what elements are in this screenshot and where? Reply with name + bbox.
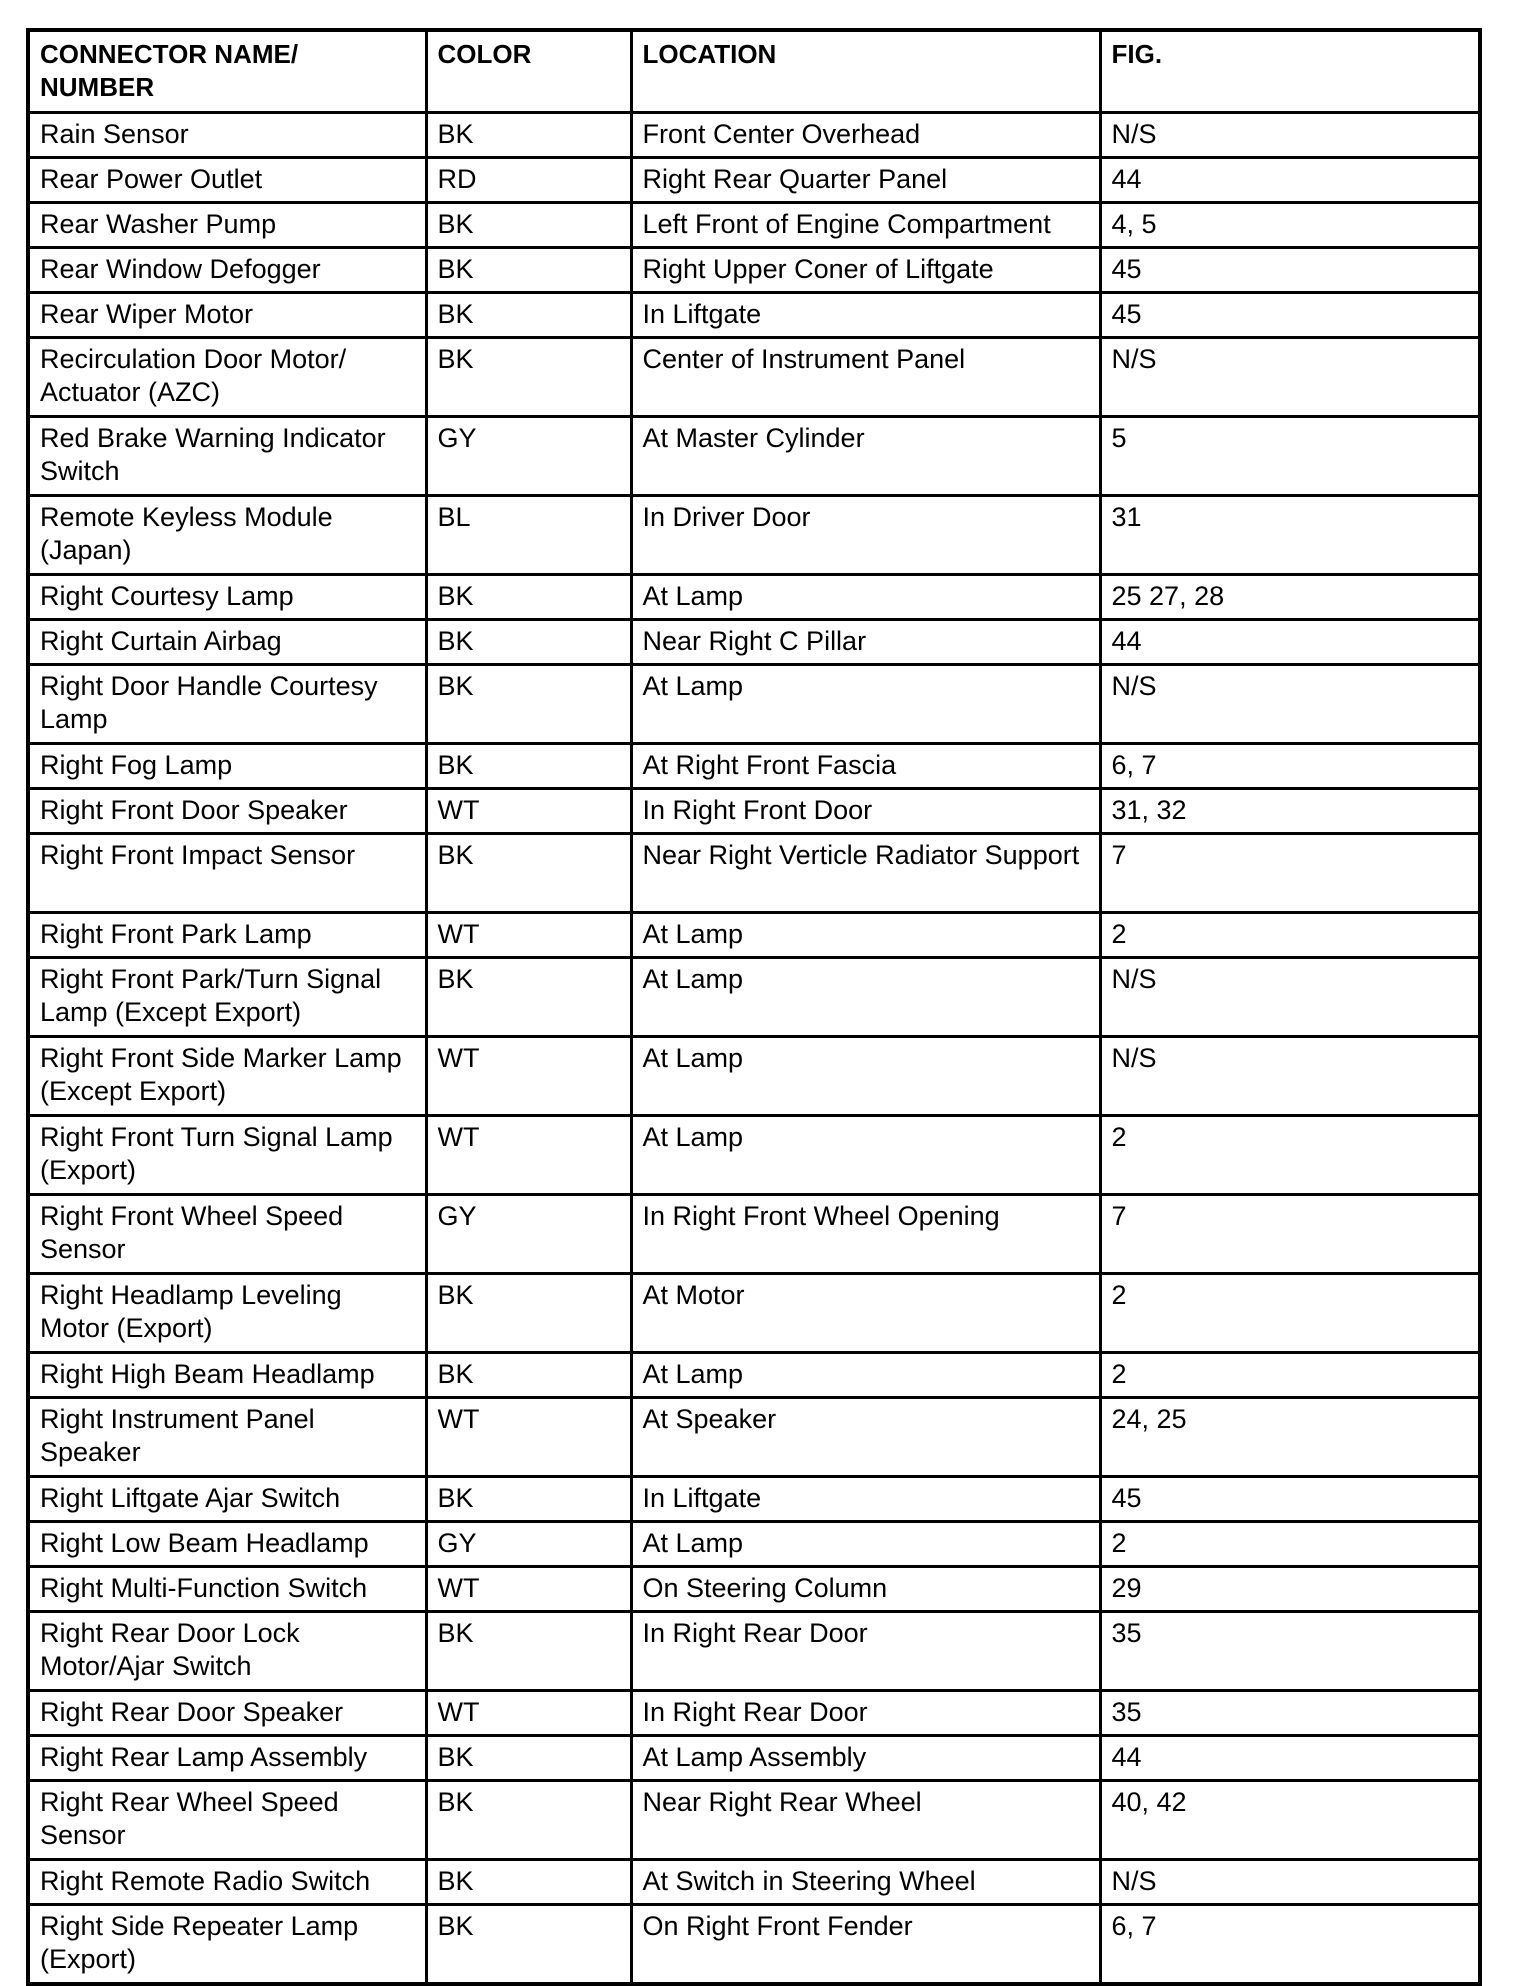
table-row	[28, 834, 1480, 913]
cell-connector-name: Right Low Beam Headlamp	[28, 1522, 426, 1567]
header-connector-name: CONNECTOR NAME/ NUMBER	[28, 30, 426, 113]
table-body	[28, 113, 1480, 1985]
table-row	[28, 248, 1480, 293]
cell-connector-name: Rear Power Outlet	[28, 158, 426, 203]
table-row	[28, 203, 1480, 248]
table-row	[28, 665, 1480, 744]
table-row	[28, 338, 1480, 417]
table-row	[28, 1781, 1480, 1860]
cell-color: BK	[426, 620, 631, 665]
cell-connector-name: Right Multi-Function Switch	[28, 1567, 426, 1612]
cell-location: At Speaker	[631, 1398, 1100, 1477]
cell-color: BK	[426, 248, 631, 293]
cell-connector-name: Right Curtain Airbag	[28, 620, 426, 665]
cell-connector-name: Right Side Repeater Lamp (Export)	[28, 1905, 426, 1985]
table-row	[28, 575, 1480, 620]
cell-connector-name: Red Brake Warning Indicator Switch	[28, 417, 426, 496]
cell-location: At Switch in Steering Wheel	[631, 1860, 1100, 1905]
cell-color: BK	[426, 575, 631, 620]
cell-location: At Lamp	[631, 575, 1100, 620]
cell-location: Right Rear Quarter Panel	[631, 158, 1100, 203]
cell-connector-name: Right Front Wheel Speed Sensor	[28, 1195, 426, 1274]
cell-color: BK	[426, 665, 631, 744]
cell-connector-name: Right Front Impact Sensor	[28, 834, 426, 913]
cell-color: WT	[426, 789, 631, 834]
cell-color: BK	[426, 744, 631, 789]
cell-fig: 45	[1100, 293, 1480, 338]
cell-color: WT	[426, 1398, 631, 1477]
cell-location: Near Right Rear Wheel	[631, 1781, 1100, 1860]
cell-connector-name: Right Courtesy Lamp	[28, 575, 426, 620]
cell-fig: 45	[1100, 248, 1480, 293]
cell-color: BL	[426, 496, 631, 575]
cell-location: At Lamp	[631, 665, 1100, 744]
cell-location: At Lamp	[631, 1353, 1100, 1398]
table-row	[28, 1116, 1480, 1195]
cell-fig: 44	[1100, 620, 1480, 665]
cell-fig: 7	[1100, 834, 1480, 913]
table-row	[28, 1905, 1480, 1985]
cell-color: BK	[426, 958, 631, 1037]
cell-fig: N/S	[1100, 1037, 1480, 1116]
cell-connector-name: Right Liftgate Ajar Switch	[28, 1477, 426, 1522]
cell-connector-name: Right Front Door Speaker	[28, 789, 426, 834]
cell-location: At Master Cylinder	[631, 417, 1100, 496]
table-row	[28, 417, 1480, 496]
cell-connector-name: Right Front Side Marker Lamp (Except Export)	[28, 1037, 426, 1116]
cell-color: GY	[426, 1522, 631, 1567]
table-row	[28, 1037, 1480, 1116]
cell-location: Near Right C Pillar	[631, 620, 1100, 665]
cell-connector-name: Right Fog Lamp	[28, 744, 426, 789]
cell-connector-name: Right Rear Door Lock Motor/Ajar Switch	[28, 1612, 426, 1691]
cell-fig: 35	[1100, 1612, 1480, 1691]
cell-color: BK	[426, 203, 631, 248]
cell-fig: N/S	[1100, 1860, 1480, 1905]
table-row	[28, 113, 1480, 158]
cell-location: On Steering Column	[631, 1567, 1100, 1612]
cell-connector-name: Right Instrument Panel Speaker	[28, 1398, 426, 1477]
cell-location: At Lamp	[631, 1522, 1100, 1567]
cell-connector-name: Right Front Turn Signal Lamp (Export)	[28, 1116, 426, 1195]
cell-connector-name: Right Front Park/Turn Signal Lamp (Except Export)	[28, 958, 426, 1037]
cell-location: Front Center Overhead	[631, 113, 1100, 158]
cell-color: BK	[426, 834, 631, 913]
cell-location: In Liftgate	[631, 1477, 1100, 1522]
cell-color: RD	[426, 158, 631, 203]
cell-connector-name: Right Headlamp Leveling Motor (Export)	[28, 1274, 426, 1353]
cell-color: WT	[426, 1567, 631, 1612]
cell-location: At Lamp	[631, 958, 1100, 1037]
table-row	[28, 1522, 1480, 1567]
cell-fig: 40, 42	[1100, 1781, 1480, 1860]
cell-fig: 4, 5	[1100, 203, 1480, 248]
cell-fig: 2	[1100, 1522, 1480, 1567]
cell-location: Left Front of Engine Compartment	[631, 203, 1100, 248]
cell-fig: 2	[1100, 1353, 1480, 1398]
table-row	[28, 496, 1480, 575]
cell-color: WT	[426, 1116, 631, 1195]
cell-fig: 6, 7	[1100, 1905, 1480, 1985]
cell-location: In Right Front Wheel Opening	[631, 1195, 1100, 1274]
table-row	[28, 1477, 1480, 1522]
cell-connector-name: Rear Washer Pump	[28, 203, 426, 248]
table-row	[28, 293, 1480, 338]
cell-color: BK	[426, 1477, 631, 1522]
cell-color: BK	[426, 113, 631, 158]
cell-location: Center of Instrument Panel	[631, 338, 1100, 417]
cell-location: Right Upper Coner of Liftgate	[631, 248, 1100, 293]
cell-fig: 5	[1100, 417, 1480, 496]
cell-fig: 44	[1100, 1736, 1480, 1781]
cell-color: BK	[426, 1781, 631, 1860]
cell-connector-name: Right Door Handle Courtesy Lamp	[28, 665, 426, 744]
cell-color: BK	[426, 1905, 631, 1985]
cell-fig: 31, 32	[1100, 789, 1480, 834]
cell-location: On Right Front Fender	[631, 1905, 1100, 1985]
cell-color: GY	[426, 1195, 631, 1274]
cell-connector-name: Rear Wiper Motor	[28, 293, 426, 338]
header-location: LOCATION	[631, 30, 1100, 113]
cell-connector-name: Right High Beam Headlamp	[28, 1353, 426, 1398]
cell-fig: 29	[1100, 1567, 1480, 1612]
cell-color: BK	[426, 338, 631, 417]
cell-location: Near Right Verticle Radiator Support	[631, 834, 1100, 913]
cell-connector-name: Right Rear Wheel Speed Sensor	[28, 1781, 426, 1860]
table-row	[28, 1612, 1480, 1691]
table-row	[28, 1860, 1480, 1905]
cell-fig: 2	[1100, 913, 1480, 958]
cell-fig: N/S	[1100, 113, 1480, 158]
cell-fig: 2	[1100, 1116, 1480, 1195]
cell-fig: 45	[1100, 1477, 1480, 1522]
cell-connector-name: Right Remote Radio Switch	[28, 1860, 426, 1905]
table-row	[28, 1567, 1480, 1612]
table-row	[28, 913, 1480, 958]
connector-table	[26, 28, 1482, 1986]
table-row	[28, 620, 1480, 665]
cell-location: At Right Front Fascia	[631, 744, 1100, 789]
cell-connector-name: Right Rear Door Speaker	[28, 1691, 426, 1736]
header-fig: FIG.	[1100, 30, 1480, 113]
cell-color: WT	[426, 913, 631, 958]
cell-fig: 44	[1100, 158, 1480, 203]
cell-connector-name: Rear Window Defogger	[28, 248, 426, 293]
cell-fig: 6, 7	[1100, 744, 1480, 789]
cell-color: GY	[426, 417, 631, 496]
cell-location: In Liftgate	[631, 293, 1100, 338]
cell-location: In Right Rear Door	[631, 1691, 1100, 1736]
document-page	[26, 28, 1478, 1986]
cell-connector-name: Rain Sensor	[28, 113, 426, 158]
table-row	[28, 1195, 1480, 1274]
cell-fig: 31	[1100, 496, 1480, 575]
cell-fig: 25 27, 28	[1100, 575, 1480, 620]
table-row	[28, 1691, 1480, 1736]
header-color: COLOR	[426, 30, 631, 113]
cell-fig: N/S	[1100, 338, 1480, 417]
cell-location: At Lamp Assembly	[631, 1736, 1100, 1781]
cell-color: BK	[426, 1612, 631, 1691]
cell-fig: N/S	[1100, 958, 1480, 1037]
cell-connector-name: Recirculation Door Motor/ Actuator (AZC)	[28, 338, 426, 417]
table-row	[28, 789, 1480, 834]
cell-fig: 24, 25	[1100, 1398, 1480, 1477]
cell-location: At Motor	[631, 1274, 1100, 1353]
cell-color: WT	[426, 1037, 631, 1116]
cell-connector-name: Remote Keyless Module (Japan)	[28, 496, 426, 575]
cell-color: BK	[426, 293, 631, 338]
cell-fig: 35	[1100, 1691, 1480, 1736]
table-row	[28, 1736, 1480, 1781]
cell-location: In Right Rear Door	[631, 1612, 1100, 1691]
cell-color: BK	[426, 1860, 631, 1905]
cell-color: WT	[426, 1691, 631, 1736]
cell-connector-name: Right Front Park Lamp	[28, 913, 426, 958]
cell-fig: 7	[1100, 1195, 1480, 1274]
table-row	[28, 744, 1480, 789]
table-row	[28, 158, 1480, 203]
table-row	[28, 1274, 1480, 1353]
cell-location: At Lamp	[631, 913, 1100, 958]
cell-fig: N/S	[1100, 665, 1480, 744]
cell-connector-name: Right Rear Lamp Assembly	[28, 1736, 426, 1781]
cell-location: At Lamp	[631, 1037, 1100, 1116]
table-row	[28, 1353, 1480, 1398]
cell-color: BK	[426, 1736, 631, 1781]
cell-fig: 2	[1100, 1274, 1480, 1353]
header-row	[28, 30, 1480, 113]
cell-location: In Driver Door	[631, 496, 1100, 575]
cell-location: At Lamp	[631, 1116, 1100, 1195]
cell-location: In Right Front Door	[631, 789, 1100, 834]
cell-color: BK	[426, 1274, 631, 1353]
table-row	[28, 958, 1480, 1037]
table-row	[28, 1398, 1480, 1477]
cell-color: BK	[426, 1353, 631, 1398]
